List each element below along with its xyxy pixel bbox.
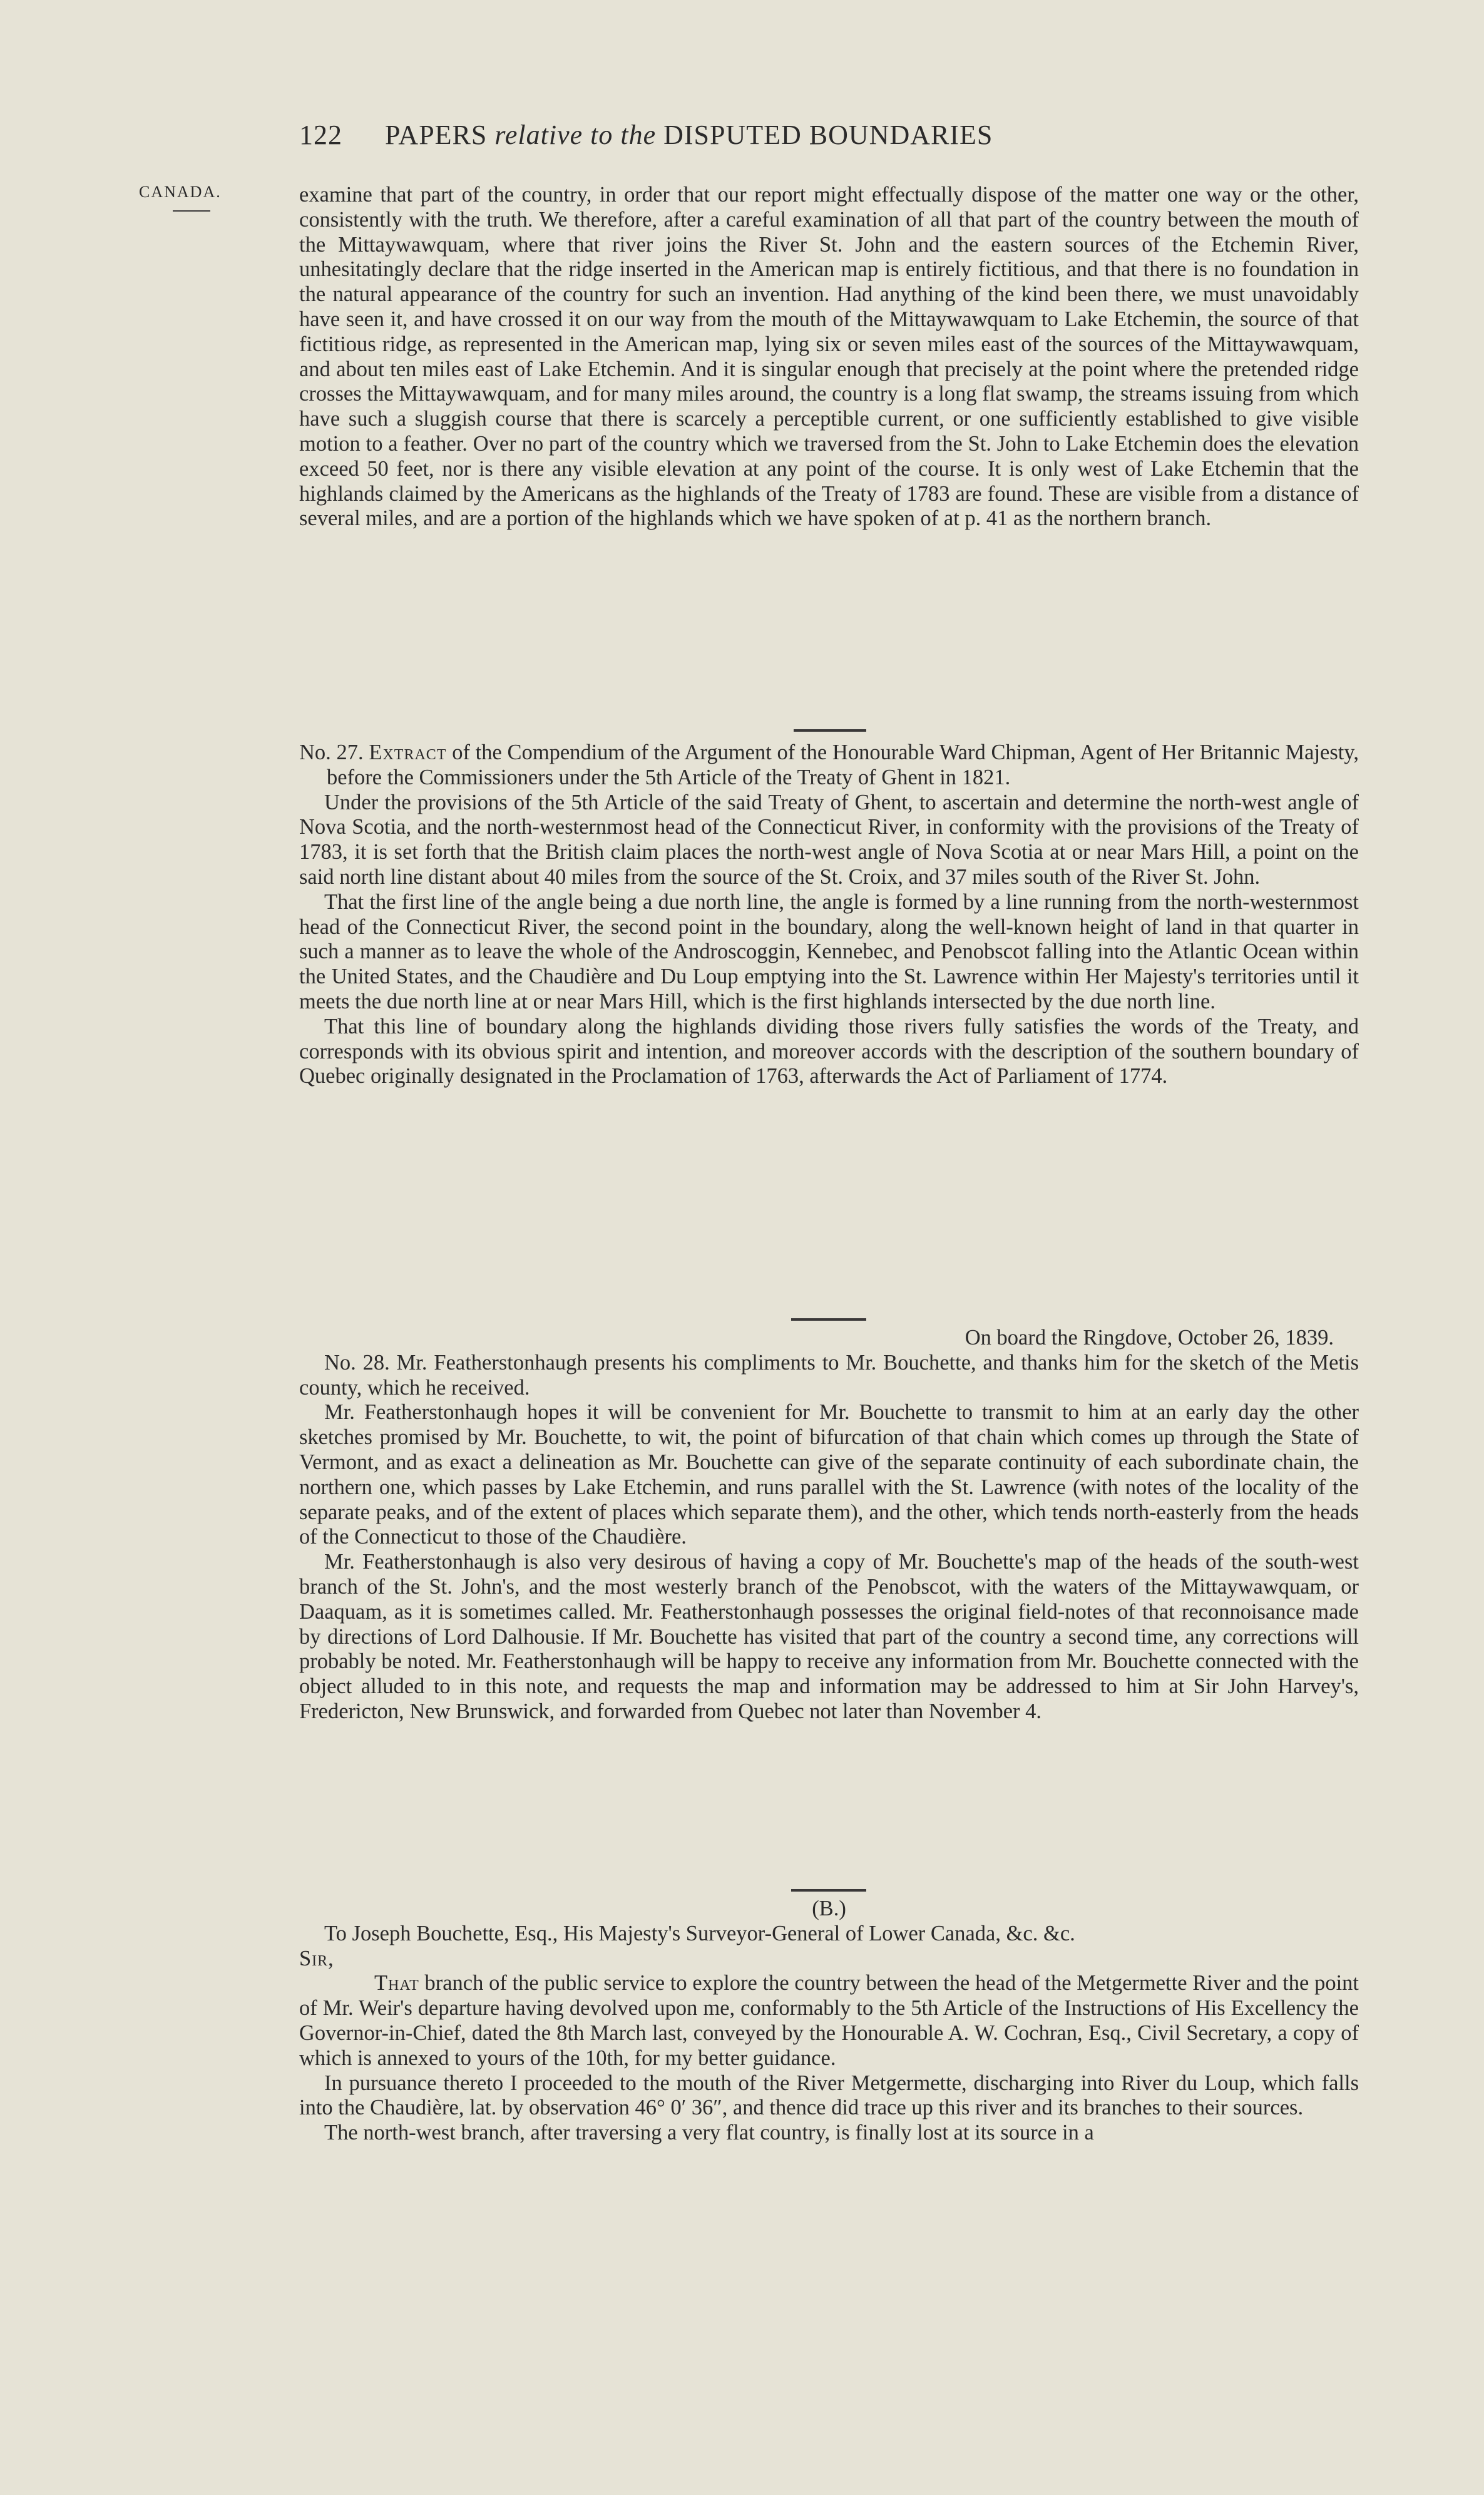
no27-extract-word: Extract [369, 740, 447, 764]
no27-heading [299, 740, 1359, 791]
section-b-first-word: That [374, 1971, 419, 1995]
section-b-first-paragraph-rest: branch of the public service to explore the country between the head of the Metgermette River and the point of Mr. Weir's departure having devolved upon me, conformably to the 5th Article of the Instructions of His Excellency the Governor-in-Chief, dated the 8th March last, conveyed by the Honourable A. W. Cochran, Esq., Civil Secretary, a copy of which is annexed to yours of the 10th, for my better guidance. [299, 1971, 1359, 2070]
section-b-heading: (B.) [812, 1897, 846, 1920]
no28-dateline: On board the Ringdove, October 26, 1839. [965, 1326, 1334, 1350]
no27-paragraph: That the first line of the angle being a due north line, the angle is formed by a line running from the north-westernmost head of the Connecticut River, the second point in the boundary, along the well-known height of land in that quarter in such a manner as to leave the whole of the Androscoggin, Kennebec, and Penobscot falling into the Atlantic Ocean within the United States, and the Chaudière and Du Loup emptying into the St. Lawrence within Her Majesty's territories until it meets the due north line at or near Mars Hill, which is the first highlands intersected by the due north line. [299, 889, 1359, 1013]
section-b-first-paragraph [299, 1971, 1359, 2071]
no27-paragraph: Under the provisions of the 5th Article of the said Treaty of Ghent, to ascertain and determine the north-west angle of Nova Scotia, and the north-westernmost head of the Connecticut River, in conformity with the provisions of the Treaty of 1783, it is set forth that the British claim places the north-west angle of Nova Scotia at or near Mars Hill, a point on the said north line distant about 40 miles from the source of the St. Croix, and 37 miles south of the River St. John. [299, 790, 1359, 889]
running-header [299, 119, 1188, 151]
margin-note-rule [173, 210, 210, 212]
section-divider [791, 1318, 866, 1321]
section-b-salutation: Sir, [299, 1946, 334, 1970]
section-divider [791, 1889, 866, 1892]
opening-block [299, 183, 1359, 531]
no28-block [299, 1326, 1359, 1724]
margin-note: CANADA. [139, 183, 222, 201]
no27-paragraph: That this line of boundary along the highlands dividing those rivers fully satisfies the words of the Treaty, and corresponds with its obvious spirit and intention, and moreover accords with the description of the southern boundary of Quebec originally designated in the Proclamation of 1763, afterwards the Act of Parliament of 1774. [299, 1014, 1359, 1089]
page-number: 122 [299, 120, 342, 150]
section-b-paragraph: The north-west branch, after traversing a very flat country, is finally lost at its source in a [324, 2121, 1094, 2145]
section-b-paragraph: In pursuance thereto I proceeded to the mouth of the River Metgermette, discharging into River du Loup, which falls into the Chaudière, lat. by observation 46° 0′ 36″, and thence did trace up this river and its branches to their sources. [299, 2071, 1359, 2120]
header-title-part-a: PAPERS [385, 120, 488, 150]
header-title-part-b: DISPUTED BOUNDARIES [663, 120, 993, 150]
section-divider [794, 729, 866, 732]
no27-heading-rest: of the Compendium of the Argument of the Honourable Ward Chipman, Agent of Her Britannic Majesty, before the Commissioners under the 5th Article of the Treaty of Ghent in 1821. [327, 740, 1359, 789]
no27-block [299, 740, 1359, 1089]
section-b-addressee: To Joseph Bouchette, Esq., His Majesty's Surveyor-General of Lower Canada, &c. &c. [324, 1921, 1075, 1945]
opening-paragraph: examine that part of the country, in order that our report might effectually dispose of the matter one way or the other, consistently with the truth. We therefore, after a careful examination of all that part of the country between the mouth of the Mittaywawquam, where that river joins the River St. John and the eastern sources of the Etchemin River, unhesitatingly declare that the ridge inserted in the American map is entirely fictitious, and that there is no foundation in the natural appearance of the country for such an invention. Had anything of the kind been there, we must unavoidably have seen it, and have crossed it on our way from the mouth of the Mittaywawquam to Lake Etchemin, the source of that fictitious ridge, as represented in the American map, lying six or seven miles east of the sources of the Mittaywawquam, and about ten miles east of Lake Etchemin. And it is singular enough that precisely at the point where the pretended ridge crosses the Mittaywawquam, and for many miles around, the country is a long flat swamp, the streams issuing from which have such a sluggish course that there is scarcely a perceptible current, or one sufficiently established to give visible motion to a feather. Over no part of the country which we traversed from the St. John to Lake Etchemin does the elevation exceed 50 feet, nor is there any visible elevation at any point of the course. It is only west of Lake Etchemin that the highlands claimed by the Americans as the highlands of the Treaty of 1783 are found. These are visible from a distance of several miles, and are a portion of the highlands which we have spoken of at p. 41 as the northern branch. [299, 183, 1359, 531]
header-title-italic: relative to the [494, 120, 657, 150]
no28-paragraph: Mr. Featherstonhaugh is also very desirous of having a copy of Mr. Bouchette's map of the heads of the south-west branch of the St. John's, and the most westerly branch of the Penobscot, with the waters of the Mittaywawquam, or Daaquam, as it is sometimes called. Mr. Featherstonhaugh possesses the original field-notes of that reconnoisance made by directions of Lord Dalhousie. If Mr. Bouchette has visited that part of the country a second time, any corrections will probably be noted. Mr. Featherstonhaugh will be happy to receive any information from Mr. Bouchette connected with the object alluded to in this note, and requests the map and information may be addressed to him at Sir John Harvey's, Fredericton, New Brunswick, and forwarded from Quebec not later than November 4. [299, 1550, 1359, 1723]
no27-label: No. 27. [299, 740, 364, 764]
no28-paragraph: No. 28. Mr. Featherstonhaugh presents his compliments to Mr. Bouchette, and thanks him for the sketch of the Metis county, which he received. [299, 1350, 1359, 1400]
section-b-block [299, 1897, 1359, 2146]
no28-paragraph: Mr. Featherstonhaugh hopes it will be convenient for Mr. Bouchette to transmit to him at an early day the other sketches promised by Mr. Bouchette, to wit, the point of bifurcation of that chain which comes up through the State of Vermont, and as exact a delineation as Mr. Bouchette can give of the separate continuity of each subordinate chain, the northern one, which passes by Lake Etchemin, and runs parallel with the St. Lawrence (with notes of the locality of the separate peaks, and of the extent of places which separate them), and the other, which tends north-easterly from the heads of the Connecticut to those of the Chaudière. [299, 1400, 1359, 1549]
